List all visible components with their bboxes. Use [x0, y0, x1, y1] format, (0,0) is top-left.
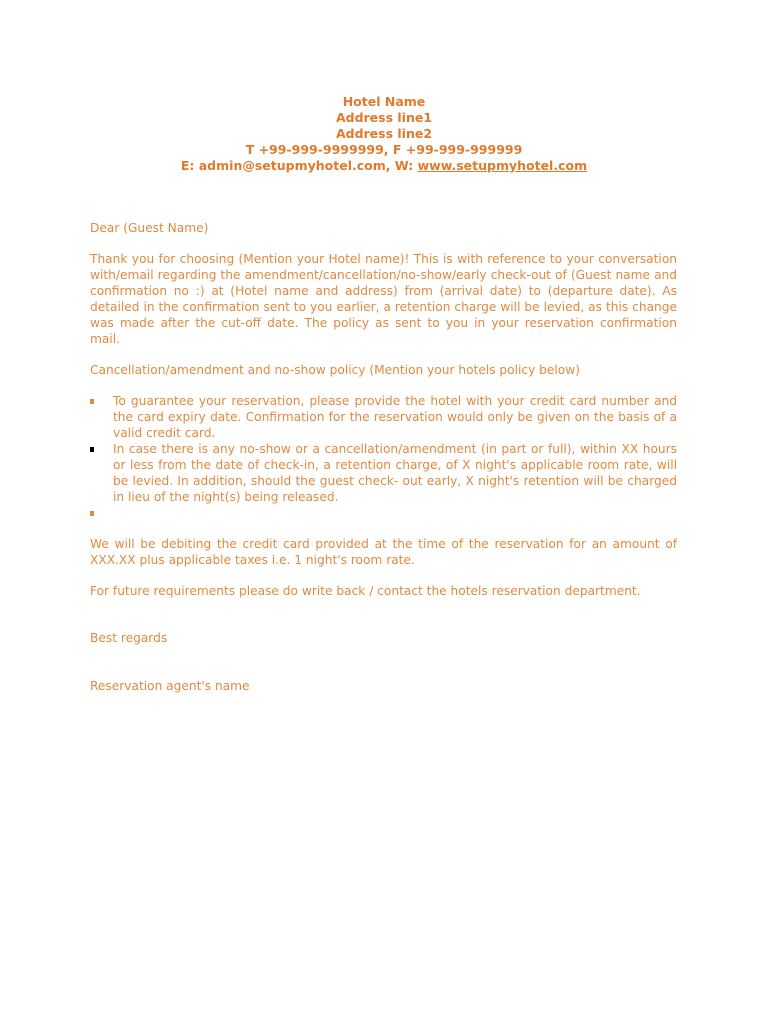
- letterhead: [0, 94, 768, 174]
- policy-list: [90, 393, 677, 521]
- email-text: E: admin@setupmyhotel.com, W:: [180, 158, 418, 173]
- bullet-icon: [90, 399, 94, 404]
- list-item: In case there is any no-show or a cancellation/amendment (in part or full), within XX hours or less from the date of check-in, a retention charge, of X night's applicable room rate, will be levied. In addition, should the guest check- out early, X night's retention will be charged in lieu of the night(s) being released.: [90, 441, 677, 505]
- list-item: To guarantee your reservation, please provide the hotel with your credit card number and the card expiry date. Confirmation for the reservation would only be given on the basis of a valid credit card.: [90, 393, 677, 441]
- bullet-icon: [90, 447, 94, 452]
- closing: Best regards: [90, 631, 168, 645]
- bullet-icon: [90, 511, 94, 516]
- debit-paragraph: We will be debiting the credit card provided at the time of the reservation for an amount of XXX.XX plus applicable taxes i.e. 1 night's room rate.: [90, 537, 677, 567]
- future-paragraph: For future requirements please do write back / contact the hotels reservation department.: [90, 584, 641, 598]
- contact-line: [0, 158, 768, 174]
- intro-paragraph: Thank you for choosing (Mention your Hotel name)! This is with reference to your conversation with/email regarding the amendment/cancellation/no-show/early check-out of (Guest name and confirmation no :) at (Hotel name and address) from (arrival date) to (departure date). As detailed in the confirmation sent to you earlier, a retention charge will be levied, as this change was made after the cut-off date. The policy as sent to you in your reservation confirmation mail.: [90, 252, 677, 346]
- address-line-2: Address line2: [335, 126, 433, 141]
- hotel-name: Hotel Name: [342, 94, 426, 109]
- signature: Reservation agent's name: [90, 679, 250, 693]
- address-line-1: Address line1: [335, 110, 433, 125]
- website-link[interactable]: www.setupmyhotel.com: [417, 158, 588, 173]
- salutation: Dear (Guest Name): [90, 221, 209, 235]
- phone-fax: T +99-999-9999999, F +99-999-999999: [245, 142, 523, 157]
- list-item: [90, 505, 677, 521]
- policy-heading: Cancellation/amendment and no-show policy (Mention your hotels policy below): [90, 363, 580, 377]
